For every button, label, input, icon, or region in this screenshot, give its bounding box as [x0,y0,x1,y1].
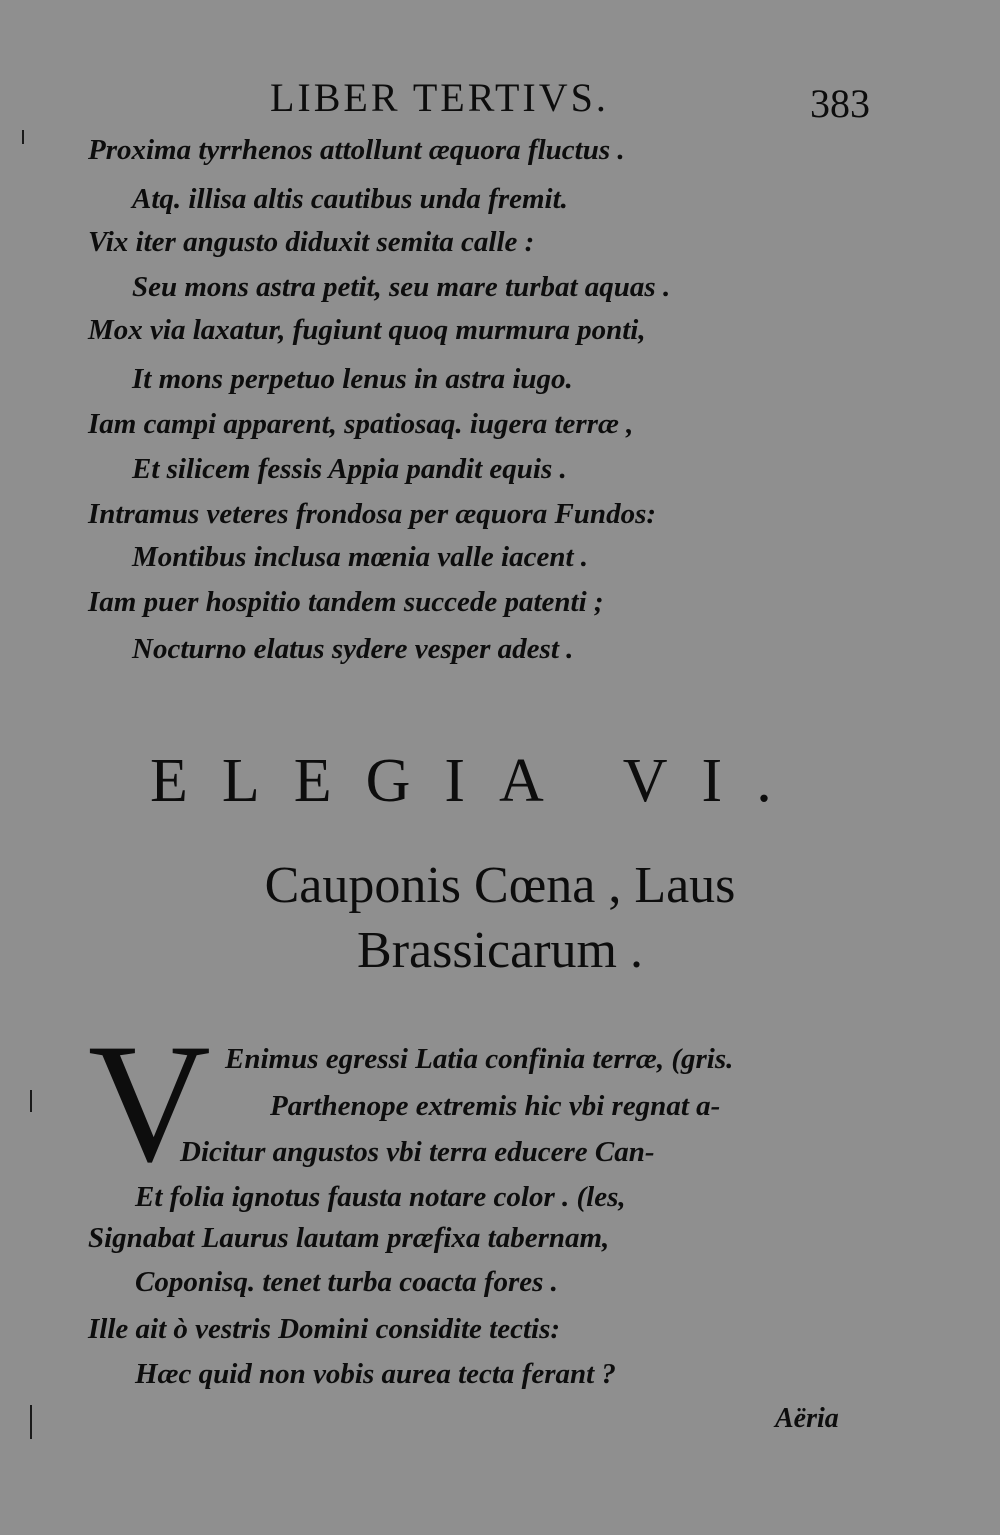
drop-cap: V [88,1009,211,1197]
verse-line: Vix iter angusto diduxit semita calle : [88,226,535,258]
elegy-title: ELEGIA VI. [150,747,806,815]
verse-line: Intramus veteres frondosa per æquora Fundos: [88,498,657,530]
edge-mark [30,1405,32,1439]
verse-line: Dicitur angustos vbi terra educere Can- [180,1136,655,1168]
verse-line: Atq. illisa altis cautibus unda fremit. [132,183,568,215]
elegy-subtitle: Brassicarum . [357,922,643,979]
verse-line: Et silicem fessis Appia pandit equis . [132,453,567,485]
page-number: 383 [810,81,870,126]
verse-line: Mox via laxatur, fugiunt quoq murmura ponti, [88,314,646,346]
verse-line: Proxima tyrrhenos attollunt æquora fluctus . [88,134,625,166]
verse-line: Iam puer hospitio tandem succede patenti ; [88,586,604,618]
verse-line: Nocturno elatus sydere vesper adest . [132,633,574,665]
verse-line: Enimus egressi Latia confinia terræ, (gris. [225,1043,734,1075]
edge-mark [30,1090,32,1112]
verse-line: Ille ait ò vestris Domini considite tectis: [88,1313,561,1345]
verse-line: Parthenope extremis hic vbi regnat a- [270,1090,721,1122]
verse-line: Hæc quid non vobis aurea tecta ferant ? [135,1358,616,1390]
verse-line: Et folia ignotus fausta notare color . (les, [135,1181,626,1213]
verse-line: Signabat Laurus lautam præfixa tabernam, [88,1222,610,1254]
verse-line: Seu mons astra petit, seu mare turbat aquas . [132,271,671,303]
catchword: Aëria [775,1403,839,1434]
running-title: LIBER TERTIVS. [270,75,609,120]
verse-line: Coponisq. tenet turba coacta fores . [135,1266,558,1298]
edge-mark [22,130,24,144]
verse-line: Montibus inclusa mœnia valle iacent . [132,541,588,573]
verse-line: It mons perpetuo lenus in astra iugo. [132,363,573,395]
verse-line: Iam campi apparent, spatiosaq. iugera terræ , [88,408,634,440]
elegy-subtitle: Cauponis Cœna , Laus [264,857,736,914]
